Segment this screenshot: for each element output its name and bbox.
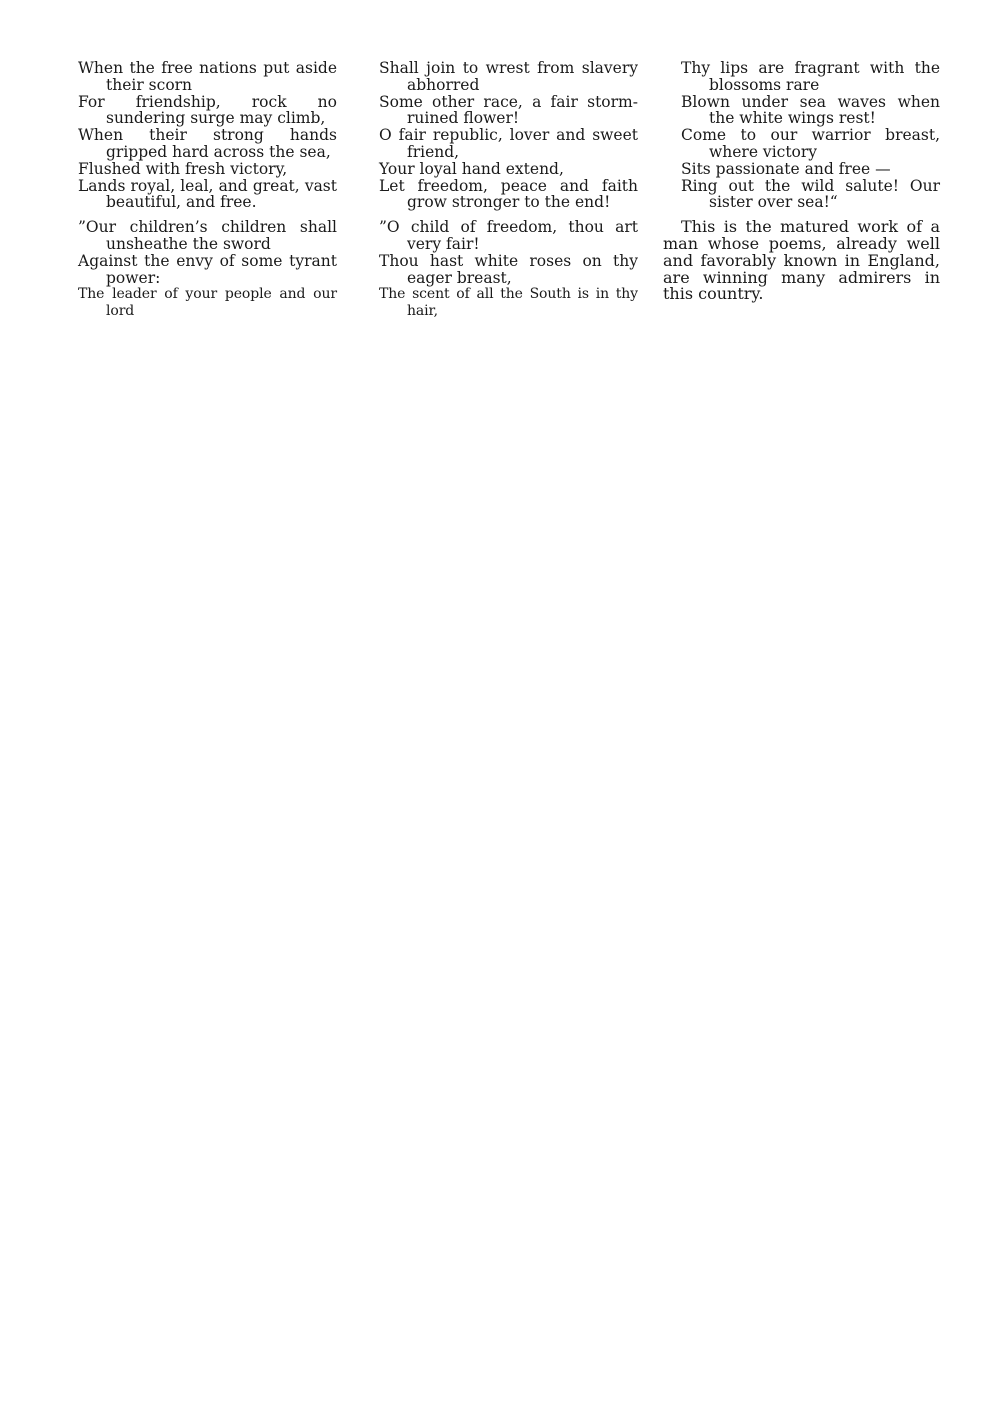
poem-line: Against the envy of some tyrant power: (78, 251, 337, 287)
prose-paragraph: This is the matured work of a man whose poems, already well and favorably known in England, are winning many admirers in this country. (663, 217, 940, 304)
poem-line: Lands royal, leal, and great, vast beautiful, and free. (78, 176, 337, 212)
column-3 (663, 60, 940, 303)
stanza (78, 60, 337, 211)
column-1 (78, 60, 337, 328)
poem-line: ”Our children’s children shall unsheathe the sword (78, 218, 337, 253)
stanza (379, 60, 638, 211)
poem-line: When their strong hands gripped hard across the sea, (78, 126, 337, 161)
poem-line: ”O child of freedom, thou art very fair! (379, 218, 638, 253)
poem-line: Let freedom, peace and faith grow stronger to the end! (379, 176, 638, 212)
column-2 (379, 60, 638, 328)
poem-line: When the free nations put aside their scorn (78, 59, 337, 94)
poem-line: Your loyal hand extend, (379, 159, 564, 178)
stanza (379, 219, 638, 320)
poem-line: Some other race, a fair storm-ruined flower! (379, 92, 638, 128)
poem-line: Ring out the wild salute! Our sister over sea!“ (681, 176, 940, 212)
poem-line: Sits passionate and free — (681, 159, 891, 178)
poem-line: Shall join to wrest from slavery abhorred (379, 59, 638, 94)
poem-line: The leader of your people and our lord (78, 286, 337, 320)
poem-line: Flushed with fresh victory, (78, 159, 288, 178)
stanza (78, 219, 337, 320)
poem-line: Blown under sea waves when the white wings rest! (681, 92, 940, 128)
poem-line: The scent of all the South is in thy hair, (379, 286, 638, 320)
poem-line: Thy lips are fragrant with the blossoms rare (681, 59, 940, 94)
stanza (663, 60, 940, 211)
poem-line: Thou hast white roses on thy eager breast, (379, 251, 638, 287)
poem-line: For friendship, rock no sundering surge may climb, (78, 92, 337, 128)
poem-line: O fair republic, lover and sweet friend, (379, 126, 638, 161)
poem-line: Come to our warrior breast, where victory (681, 126, 940, 161)
